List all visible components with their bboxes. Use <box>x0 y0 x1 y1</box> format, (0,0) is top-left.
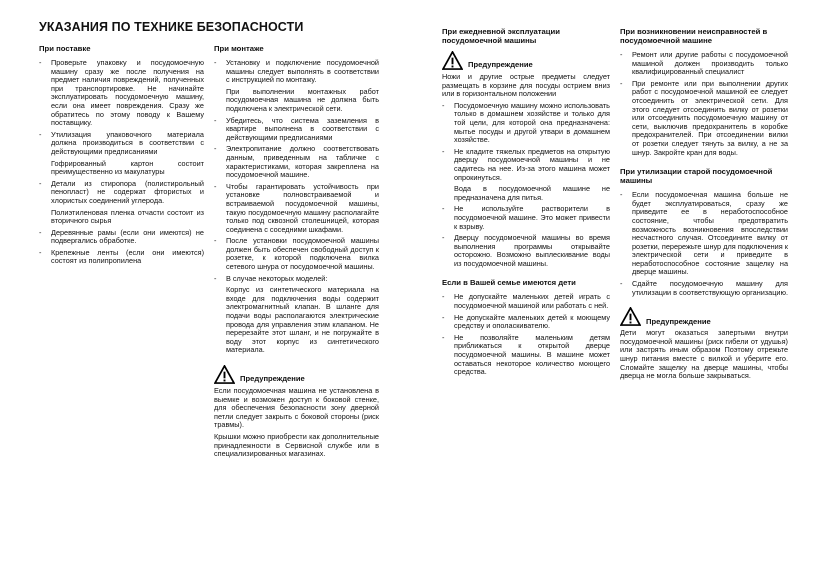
list-item: Гофрированный картон состоит преимущественно из макулатуры <box>51 158 204 177</box>
warning-icon <box>620 307 641 326</box>
list-item: Вода в посудомоечной машине не предназначена для питья. <box>454 184 610 202</box>
heading-daily-use: При ежедневной эксплуатации посудомоечной машины <box>442 27 560 45</box>
list-item: - Утилизация упаковочного материала должна производиться в соответствии с действующими предписаниями <box>39 131 204 157</box>
list-daily-use <box>442 102 610 269</box>
list-disposal <box>620 191 788 297</box>
list-installation <box>214 59 379 355</box>
list-item: - Убедитесь, что система заземления в квартире выполнена в соответствии с действующими предписаниями <box>214 117 379 143</box>
list-item: - Не позволяйте маленьким детям приближаться к открытой дверце посудомоечной машины. В машине может оставаться некоторое количество моющего средства. <box>442 334 610 377</box>
heading-disposal: При утилизации старой посудомоечной машины <box>620 167 773 186</box>
warning-text: Если посудомоечная машина не установлена в выемке и возможен доступ к боковой стенке, для обеспечения безопасности зону дверной петли следует закрыть с боковой стороны (риск травмы). <box>214 386 379 430</box>
list-item: - Ремонт или другие работы с посудомоечной машиной должен производить только квалифицированный специалист <box>620 51 788 77</box>
heading-malfunction: При возникновении неисправностей в посудомоечной машине <box>620 27 768 45</box>
list-item: - Посудомоечную машину можно использовать только в домашнем хозяйстве и только для той цели, для которой она предназначена: мытье посуды и другой утвари в домашнем хозяйстве. <box>442 102 610 145</box>
heading-delivery: При поставке <box>39 44 91 53</box>
column-installation <box>214 44 379 462</box>
list-item: Корпус из синтетического материала на входе для подключения воды содержит электромагнитный клапан. В шланге для подачи воды располагаются электрические провода для управления этим клапаном. Не перерезайте этот шланг, и не погружайте в воду этот корпус из синтетического материала. <box>226 285 379 355</box>
list-item: - Если посудомоечная машина больше не будет эксплуатироваться, сразу же приведите ее в неработоспособное состояние, чтобы предотвратить возможность возникновения впоследствии несчастного случая. Отсоедините вилку от розетки, перережьте шнур для подключения к электрической сети и приведите в неработоспособное состояние защелку на дверце машины. <box>620 191 788 277</box>
warning-text: Дети могут оказаться запертыми внутри посудомоечной машины (риск гибели от удушья) или застрять иным образом Поэтому отрежьте шнур питания вместе с вилкой и уберите его. Сломайте защелку на дверце машины, чтобы дверца не могла больше закрываться. <box>620 328 788 381</box>
list-item: - Деревянные рамы (если они имеются) не подвергались обработке. <box>39 229 204 246</box>
column-daily-use <box>442 27 610 380</box>
column-delivery <box>39 44 204 269</box>
warning-text: Крышки можно приобрести как дополнительные принадлежности в Сервисной службе или в специализированных магазинах. <box>214 431 379 459</box>
warning-disposal <box>620 307 788 326</box>
warning-icon <box>442 51 463 70</box>
page-title: УКАЗАНИЯ ПО ТЕХНИКЕ БЕЗОПАСНОСТИ <box>39 20 304 34</box>
list-item: - Детали из стиропора (полистирольный пенопласт) не содержат фтористых и хлористых соединений углерода. <box>39 180 204 206</box>
list-item: При выполнении монтажных работ посудомоечная машина не должна быть подключена к электрической сети. <box>226 86 379 113</box>
list-item: - Установку и подключение посудомоечной машины следует выполнять в соответствии с инструкцией по монтажу. <box>214 59 379 85</box>
warning-label: Предупреждение <box>468 60 533 70</box>
list-item: - Электропитание должно соответствовать данным, приведенным на табличке с характеристиками, которая закреплена на посудомоечной машине. <box>214 145 379 179</box>
list-item: - После установки посудомоечной машины должен быть обеспечен свободный доступ к розетке, к которой подключена вилка сетевого шнура от посудомоечной машины. <box>214 237 379 271</box>
list-item: - Сдайте посудомоечную машину для утилизации в соответствующую организацию. <box>620 280 788 297</box>
list-item: - Крепежные ленты (если они имеются) состоят из полипропилена <box>39 249 204 266</box>
list-item: - Проверьте упаковку и посудомоечную машину сразу же после получения на предмет наличия повреждений, полученных при транспортировке. Не начинайте эксплуатировать посудомоечную машину, если она имеет повреждения. Сразу же обратитесь по этому поводу к Вашему поставщику. <box>39 59 204 128</box>
warning-daily-use <box>442 51 610 70</box>
warning-text: Ножи и другие острые предметы следует размещать в корзине для посуды острием вниз или в горизонтальном положении <box>442 72 610 99</box>
list-item: - При ремонте или при выполнении других работ с посудомоечной машиной ее следует отсоединить от электрической сети. Для этого следует отсоединить вилку от розетки или отсоединить посудомоечную машину от сети, выключив предохранитель в коробке предохранителей. При отсоединении вилки от розетки следует тянуть за вилку, а не за шнур. Закройте кран для воды. <box>620 80 788 157</box>
list-item: - Чтобы гарантировать устойчивость при установке полновстраиваемой и встраиваемой посудомоечной машины, такую посудомоечную машину располагайте только под сквозной столешницей, которая соединена с соседними шкафами. <box>214 183 379 235</box>
list-item: Полиэтиленовая пленка отчасти состоит из вторичного сырья <box>51 207 204 226</box>
list-item: - Не используйте растворители в посудомоечной машине. Это может привести к взрыву. <box>442 205 610 231</box>
list-item: - Не допускайте маленьких детей играть с посудомоечной машиной или работать с ней. <box>442 293 610 310</box>
list-delivery <box>39 59 204 266</box>
list-item: - В случае некоторых моделей: <box>214 275 379 284</box>
heading-installation: При монтаже <box>214 44 264 53</box>
warning-label: Предупреждение <box>240 374 305 384</box>
warning-label: Предупреждение <box>646 316 711 326</box>
warning-installation <box>214 365 379 384</box>
list-item: - Не кладите тяжелых предметов на открытую дверцу посудомоечной машины и не садитесь на нее. Из-за этого машина может опрокинуться. <box>442 148 610 182</box>
list-malfunction <box>620 51 788 157</box>
list-children <box>442 293 610 376</box>
warning-icon <box>214 365 235 384</box>
heading-children: Если в Вашей семье имеются дети <box>442 278 576 288</box>
list-item: - Не допускайте маленьких детей к моющему средству и ополаскивателю. <box>442 314 610 331</box>
column-malfunction <box>620 27 788 384</box>
list-item: - Дверцу посудомоечной машины во время выполнения программы открывайте осторожно. Возможно выплескивание воды из посудомоечной машины. <box>442 234 610 268</box>
